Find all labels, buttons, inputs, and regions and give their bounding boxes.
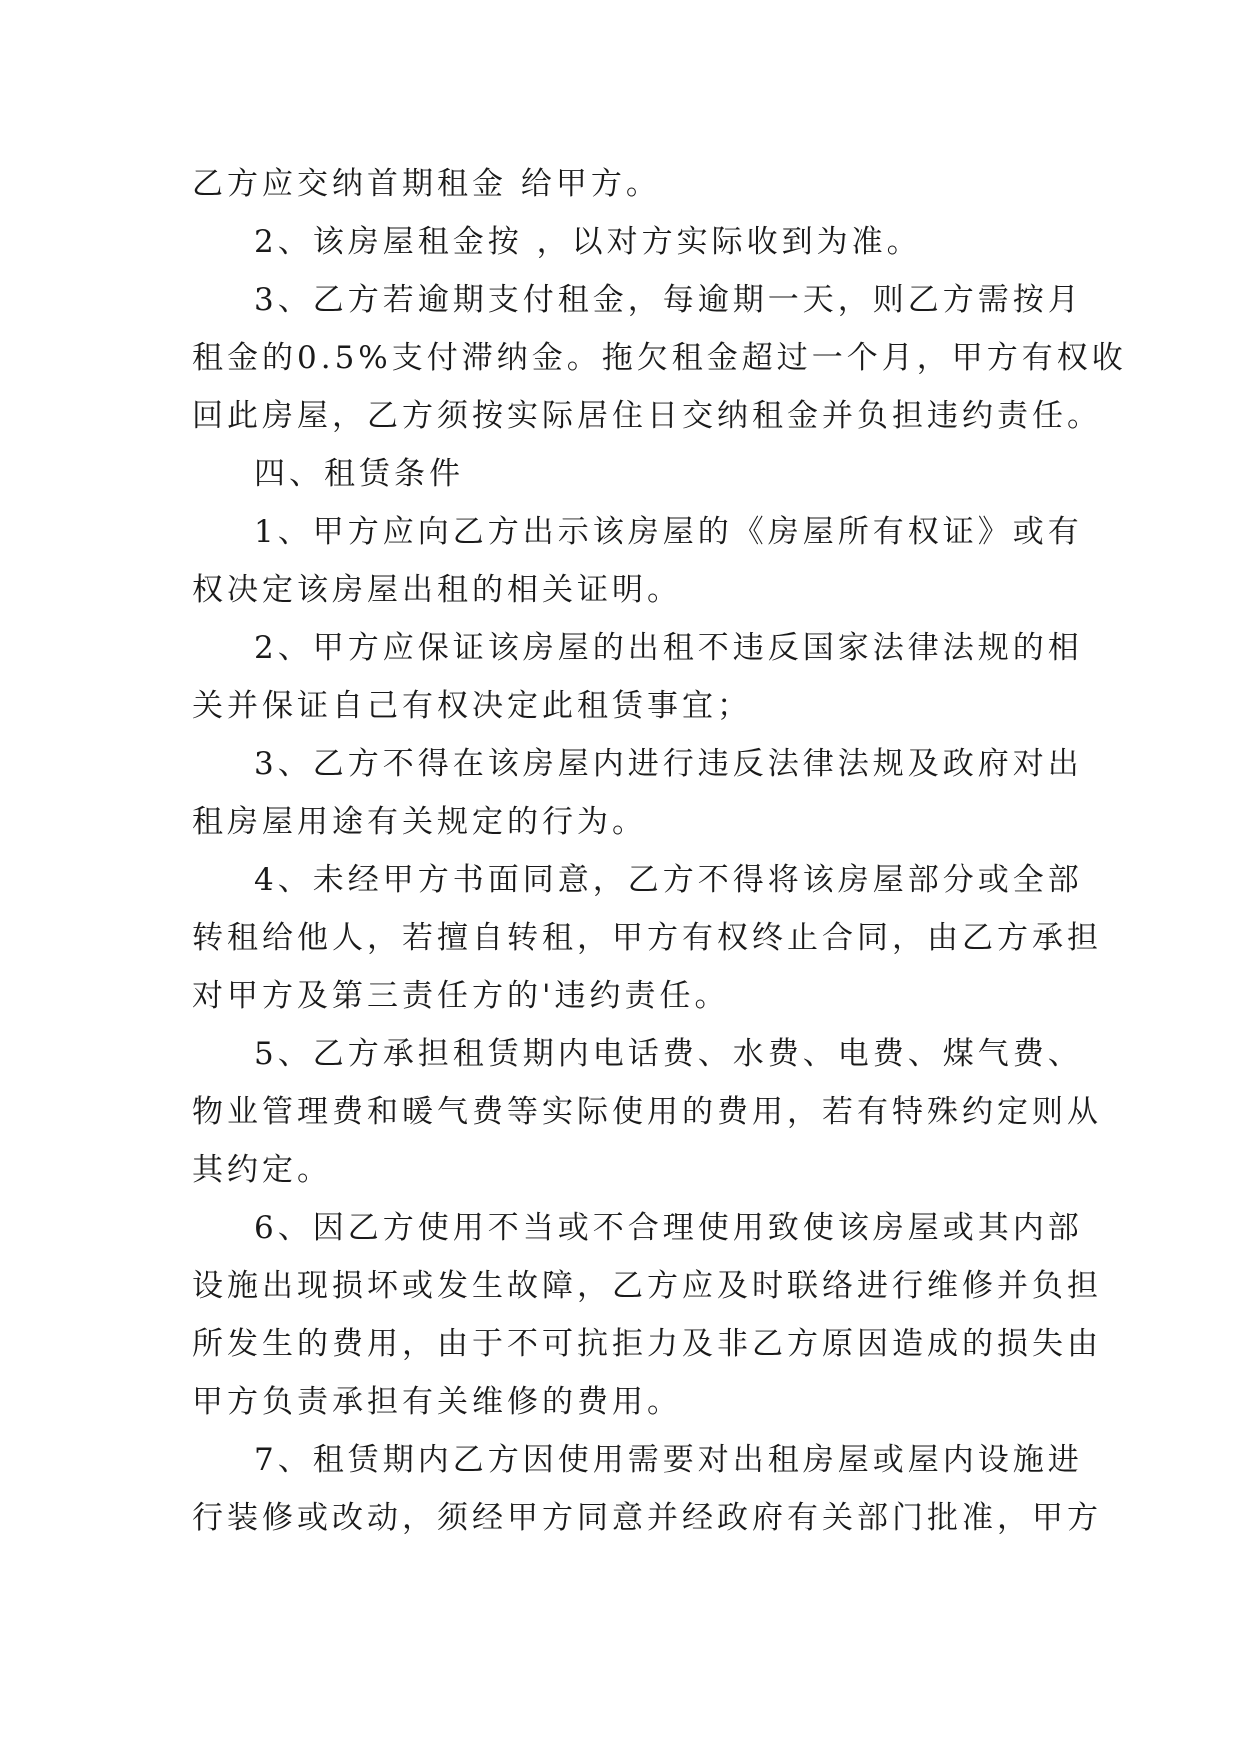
- text-line: 2、该房屋租金按 ，以对方实际收到为准。: [254, 224, 922, 260]
- text-line: 3、乙方若逾期支付租金，每逾期一天，则乙方需按月: [254, 282, 1083, 318]
- contract-text: [192, 155, 1127, 1547]
- text-line: 设施出现损坏或发生故障，乙方应及时联络进行维修并负担: [192, 1268, 1102, 1304]
- text-line: 4、未经甲方书面同意，乙方不得将该房屋部分或全部: [254, 862, 1083, 898]
- text-line: 租金的0.5%支付滞纳金。拖欠租金超过一个月，甲方有权收: [192, 340, 1127, 376]
- text-line: 关并保证自己有权决定此租赁事宜；: [192, 688, 752, 724]
- text-line: 租房屋用途有关规定的行为。: [192, 804, 647, 840]
- text-line: 物业管理费和暖气费等实际使用的费用，若有特殊约定则从: [192, 1094, 1102, 1130]
- section-heading: 四、租赁条件: [254, 456, 464, 492]
- text-line: 所发生的费用，由于不可抗拒力及非乙方原因造成的损失由: [192, 1326, 1102, 1362]
- text-line: 7、租赁期内乙方因使用需要对出租房屋或屋内设施进: [254, 1442, 1083, 1478]
- text-line: 其约定。: [192, 1152, 332, 1188]
- text-line: 5、乙方承担租赁期内电话费、水费、电费、煤气费、: [254, 1036, 1083, 1072]
- text-line: 2、甲方应保证该房屋的出租不违反国家法律法规的相: [254, 630, 1083, 666]
- text-line: 行装修或改动，须经甲方同意并经政府有关部门批准，甲方: [192, 1500, 1102, 1536]
- text-line: 1、甲方应向乙方出示该房屋的《房屋所有权证》或有: [254, 514, 1083, 550]
- text-line: 甲方负责承担有关维修的费用。: [192, 1384, 682, 1420]
- text-line: 乙方应交纳首期租金 给甲方。: [192, 166, 661, 202]
- text-line: 回此房屋，乙方须按实际居住日交纳租金并负担违约责任。: [192, 398, 1102, 434]
- text-line: 权决定该房屋出租的相关证明。: [192, 572, 682, 608]
- text-line: 3、乙方不得在该房屋内进行违反法律法规及政府对出: [254, 746, 1083, 782]
- text-line: 6、因乙方使用不当或不合理使用致使该房屋或其内部: [254, 1210, 1083, 1246]
- text-line: 对甲方及第三责任方的'违约责任。: [192, 978, 730, 1014]
- text-line: 转租给他人，若擅自转租，甲方有权终止合同，由乙方承担: [192, 920, 1102, 956]
